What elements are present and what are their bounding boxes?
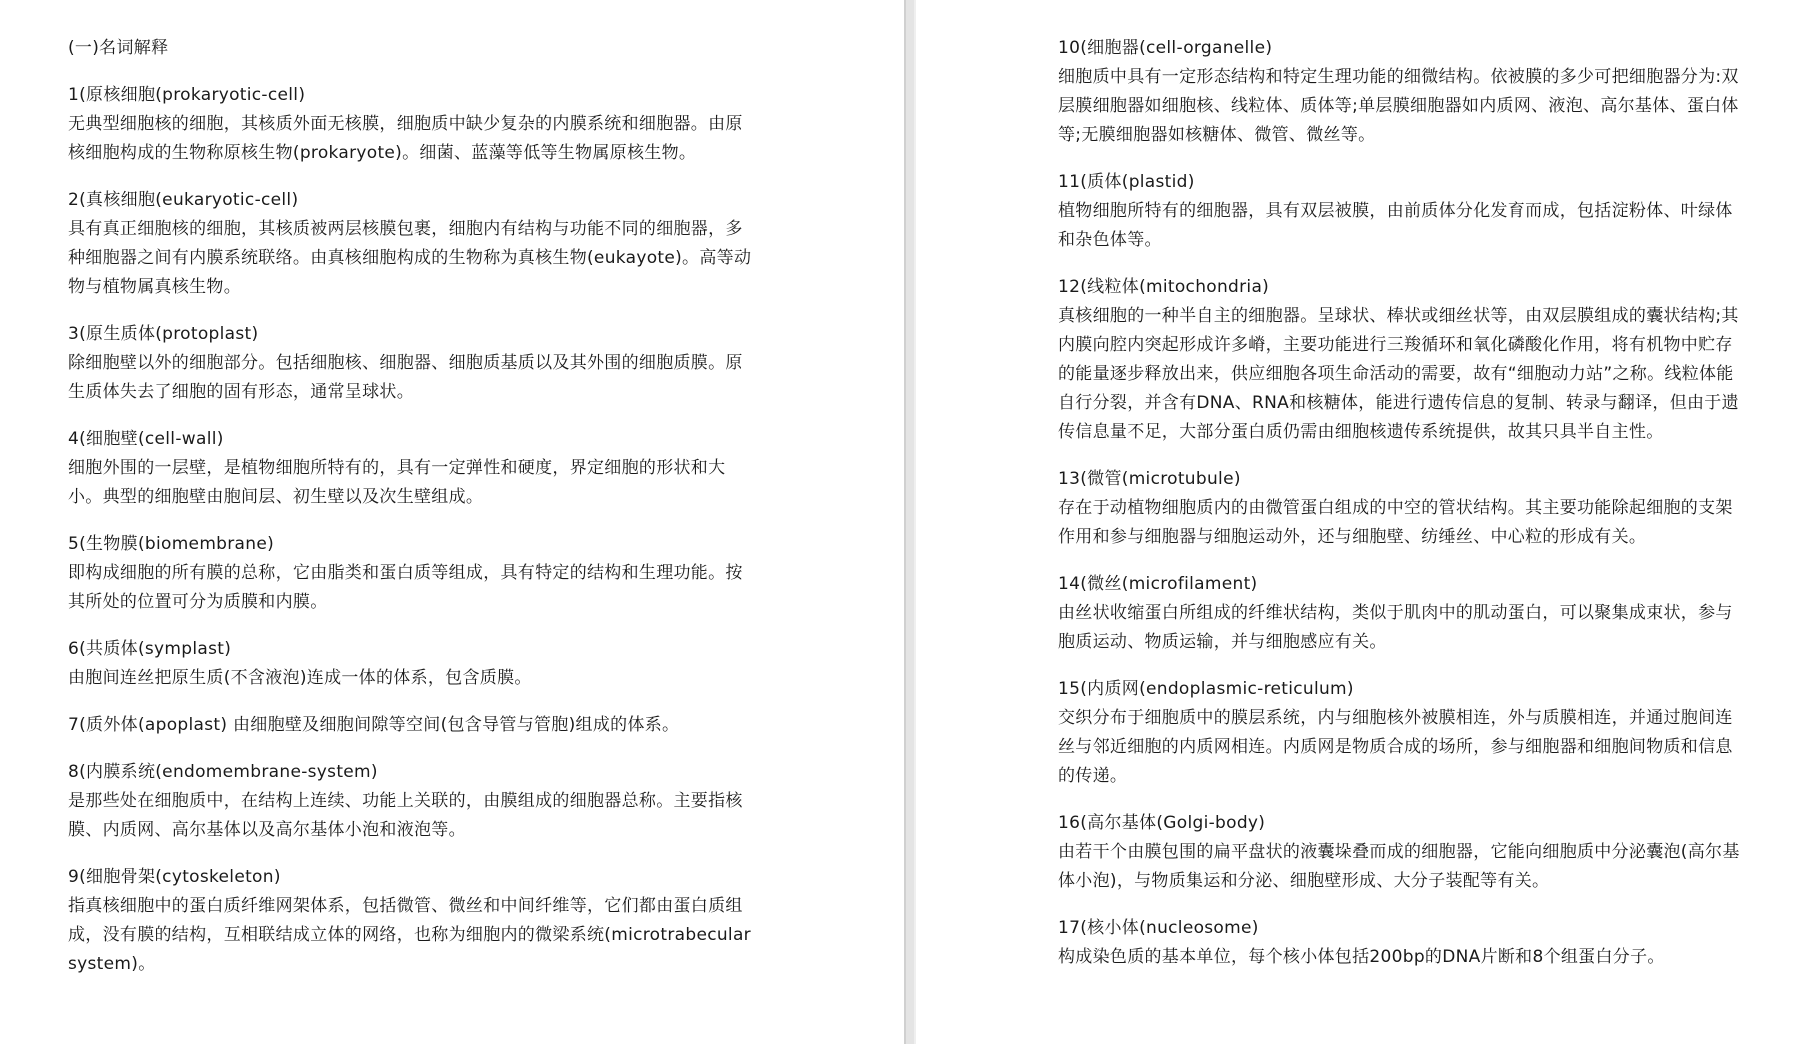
entry-microtubule [1058, 465, 1748, 552]
entry-body: 由胞间连丝把原生质(不含液泡)连成一体的体系，包含质膜。 [68, 668, 532, 688]
entry-title: 5(生物膜(biomembrane) [68, 534, 275, 554]
page-right [916, 0, 1794, 1044]
entry-nucleosome [1058, 914, 1748, 972]
entry-body: 存在于动植物细胞质内的由微管蛋白组成的中空的管状结构。其主要功能除起细胞的支架作用和参与细胞器与细胞运动外，还与细胞壁、纺缍丝、中心粒的形成有关。 [1058, 498, 1733, 547]
entry-body: 除细胞壁以外的细胞部分。包括细胞核、细胞器、细胞质基质以及其外围的细胞质膜。原生质体失去了细胞的固有形态，通常呈球状。 [68, 353, 743, 402]
entry-body: 是那些处在细胞质中，在结构上连续、功能上关联的，由膜组成的细胞器总称。主要指核膜、内质网、高尔基体以及高尔基体小泡和液泡等。 [68, 791, 743, 840]
entry-eukaryotic-cell [68, 186, 758, 302]
entry-cell-organelle [1058, 34, 1748, 150]
right-column [1058, 34, 1748, 972]
entry-title: 4(细胞壁(cell-wall) [68, 429, 224, 449]
entry-title: 17(核小体(nucleosome) [1058, 918, 1259, 938]
entry-title: 6(共质体(symplast) [68, 639, 232, 659]
entry-body: 构成染色质的基本单位，每个核小体包括200bp的DNA片断和8个组蛋白分子。 [1058, 947, 1665, 967]
entry-title: 9(细胞骨架(cytoskeleton) [68, 867, 281, 887]
entry-title: 7(质外体(apoplast) 由细胞壁及细胞间隙等空间(包含导管与管胞)组成的体系。 [68, 715, 680, 735]
entry-body: 真核细胞的一种半自主的细胞器。呈球状、棒状或细丝状等，由双层膜组成的囊状结构;其内膜向腔内突起形成许多嵴，主要功能进行三羧循环和氧化磷酸化作用，将有机物中贮存的能量逐步释放出来，供应细胞各项生命活动的需要，故有“细胞动力站”之称。线粒体能自行分裂，并含有DNA、RNA和核糖体，能进行遗传信息的复制、转录与翻译，但由于遗传信息量不足，大部分蛋白质仍需由细胞核遗传系统提供，故其只具半自主性。 [1058, 306, 1739, 442]
entry-title: 8(内膜系统(endomembrane-system) [68, 762, 378, 782]
entry-body: 由丝状收缩蛋白所组成的纤维状结构，类似于肌肉中的肌动蛋白，可以聚集成束状，参与胞质运动、物质运输，并与细胞感应有关。 [1058, 603, 1733, 652]
entry-title: 3(原生质体(protoplast) [68, 324, 259, 344]
entry-title: 2(真核细胞(eukaryotic-cell) [68, 190, 299, 210]
entry-endomembrane-system [68, 758, 758, 845]
entry-prokaryotic-cell [68, 81, 758, 168]
entry-body: 植物细胞所特有的细胞器，具有双层被膜，由前质体分化发育而成，包括淀粉体、叶绿体和杂色体等。 [1058, 201, 1733, 250]
entry-apoplast [68, 711, 758, 740]
entry-biomembrane [68, 530, 758, 617]
entry-body: 无典型细胞核的细胞，其核质外面无核膜，细胞质中缺少复杂的内膜系统和细胞器。由原核细胞构成的生物称原核生物(prokaryote)。细菌、蓝藻等低等生物属原核生物。 [68, 114, 743, 163]
entry-body: 即构成细胞的所有膜的总称，它由脂类和蛋白质等组成，具有特定的结构和生理功能。按其所处的位置可分为质膜和内膜。 [68, 563, 743, 612]
entry-cell-wall [68, 425, 758, 512]
entry-title: 14(微丝(microfilament) [1058, 574, 1258, 594]
entry-title: 11(质体(plastid) [1058, 172, 1195, 192]
entry-symplast [68, 635, 758, 693]
entry-body: 细胞质中具有一定形态结构和特定生理功能的细微结构。依被膜的多少可把细胞器分为:双层膜细胞器如细胞核、线粒体、质体等;单层膜细胞器如内质网、液泡、高尔基体、蛋白体等;无膜细胞器如核糖体、微管、微丝等。 [1058, 67, 1739, 145]
entry-body: 具有真正细胞核的细胞，其核质被两层核膜包裹，细胞内有结构与功能不同的细胞器，多种细胞器之间有内膜系统联络。由真核细胞构成的生物称为真核生物(eukayote)。高等动物与植物属真核生物。 [68, 219, 752, 297]
entry-title: 16(高尔基体(Golgi-body) [1058, 813, 1266, 833]
section-title: (一)名词解释 [68, 38, 169, 58]
entry-body: 交织分布于细胞质中的膜层系统，内与细胞核外被膜相连，外与质膜相连，并通过胞间连丝与邻近细胞的内质网相连。内质网是物质合成的场所，参与细胞器和细胞间物质和信息的传递。 [1058, 708, 1733, 786]
entry-body: 由若干个由膜包围的扁平盘状的液囊垛叠而成的细胞器，它能向细胞质中分泌囊泡(高尔基体小泡)，与物质集运和分泌、细胞壁形成、大分子装配等有关。 [1058, 842, 1740, 891]
entry-title: 15(内质网(endoplasmic-reticulum) [1058, 679, 1354, 699]
entry-body: 细胞外围的一层壁，是植物细胞所特有的，具有一定弹性和硬度，界定细胞的形状和大小。典型的细胞壁由胞间层、初生壁以及次生壁组成。 [68, 458, 726, 507]
entry-mitochondria [1058, 273, 1748, 447]
entry-body: 指真核细胞中的蛋白质纤维网架体系，包括微管、微丝和中间纤维等，它们都由蛋白质组成，没有膜的结构，互相联结成立体的网络，也称为细胞内的微梁系统(microtrabecular system)。 [68, 896, 751, 974]
entry-title: 1(原核细胞(prokaryotic-cell) [68, 85, 306, 105]
entry-protoplast [68, 320, 758, 407]
entry-title: 13(微管(microtubule) [1058, 469, 1241, 489]
left-column [68, 34, 758, 979]
entry-title: 10(细胞器(cell-organelle) [1058, 38, 1273, 58]
entry-title: 12(线粒体(mitochondria) [1058, 277, 1270, 297]
entry-golgi-body [1058, 809, 1748, 896]
entry-endoplasmic-reticulum [1058, 675, 1748, 791]
entry-microfilament [1058, 570, 1748, 657]
entry-cytoskeleton [68, 863, 758, 979]
entry-plastid [1058, 168, 1748, 255]
page-gutter [904, 0, 916, 1044]
